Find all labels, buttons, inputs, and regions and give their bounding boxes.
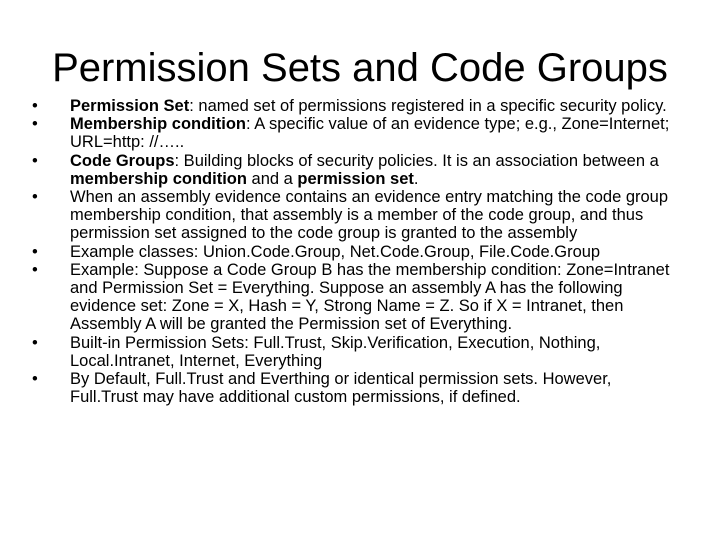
bullet-item: [32, 261, 682, 334]
bold-term: Permission Set: [70, 97, 190, 115]
slide-title: Permission Sets and Code Groups: [52, 46, 668, 90]
bullet-text: [70, 97, 667, 115]
bullet-glyph: •: [32, 97, 38, 115]
bullet-glyph: •: [32, 188, 38, 207]
bullet-text: [70, 261, 669, 334]
bullet-item: [32, 334, 682, 370]
bullet-glyph: •: [32, 242, 38, 261]
bullet-item: [32, 97, 682, 115]
bullet-glyph: •: [32, 260, 38, 279]
text-run: .: [413, 169, 419, 188]
text-run: When an assembly evidence contains an evidence entry matching the code group membership condition, that assembly is a member of the code group, and thus permission set assigned to the code group is granted to the assembly: [70, 188, 669, 243]
bullet-glyph: •: [32, 151, 38, 170]
bullet-item: [32, 115, 682, 151]
bullet-glyph: •: [32, 115, 38, 134]
bullet-item: [32, 370, 682, 406]
bullet-item: [32, 188, 682, 243]
text-run: Built-in Permission Sets: Full.Trust, Skip.Verification, Execution, Nothing, Local.Intranet, Internet, Everything: [70, 333, 601, 370]
bullet-text: [70, 243, 600, 261]
bullet-glyph: •: [32, 370, 38, 389]
text-run: Example: Suppose a Code Group B has the membership condition: Zone=Intranet and Permission Set = Everything. Suppose an assembly A has the following evidence set: Zone = X, Hash = Y, Strong Name = Z. So if X = Intranet, then Assembly A will be granted the Permission set of Everything.: [70, 260, 670, 334]
bullet-text: [70, 188, 668, 242]
text-run: By Default, Full.Trust and Everthing or identical permission sets. However, Full.Trust may have additional custom permissions, if defined.: [70, 370, 612, 407]
text-run: : named set of permissions registered in a specific security policy.: [189, 97, 667, 115]
bold-term: permission set: [297, 169, 414, 188]
bullet-item: [32, 243, 682, 261]
bullet-text: [70, 115, 669, 151]
text-run: Example classes: Union.Code.Group, Net.Code.Group, File.Code.Group: [70, 242, 601, 261]
bold-term: membership condition: [70, 169, 247, 188]
text-run: : A specific value of an evidence type; e.g., Zone=Internet; URL=http: //…..: [70, 115, 670, 152]
bullet-text: [70, 152, 659, 188]
bullet-glyph: •: [32, 333, 38, 352]
bullet-text: [70, 334, 600, 370]
bullet-text: [70, 370, 611, 406]
text-run: and a: [246, 169, 298, 188]
bold-term: Code Groups: [70, 151, 175, 170]
bullet-list: [32, 97, 682, 406]
text-run: : Building blocks of security policies. It is an association between a: [174, 151, 659, 170]
bullet-item: [32, 152, 682, 188]
bold-term: Membership condition: [70, 115, 247, 134]
